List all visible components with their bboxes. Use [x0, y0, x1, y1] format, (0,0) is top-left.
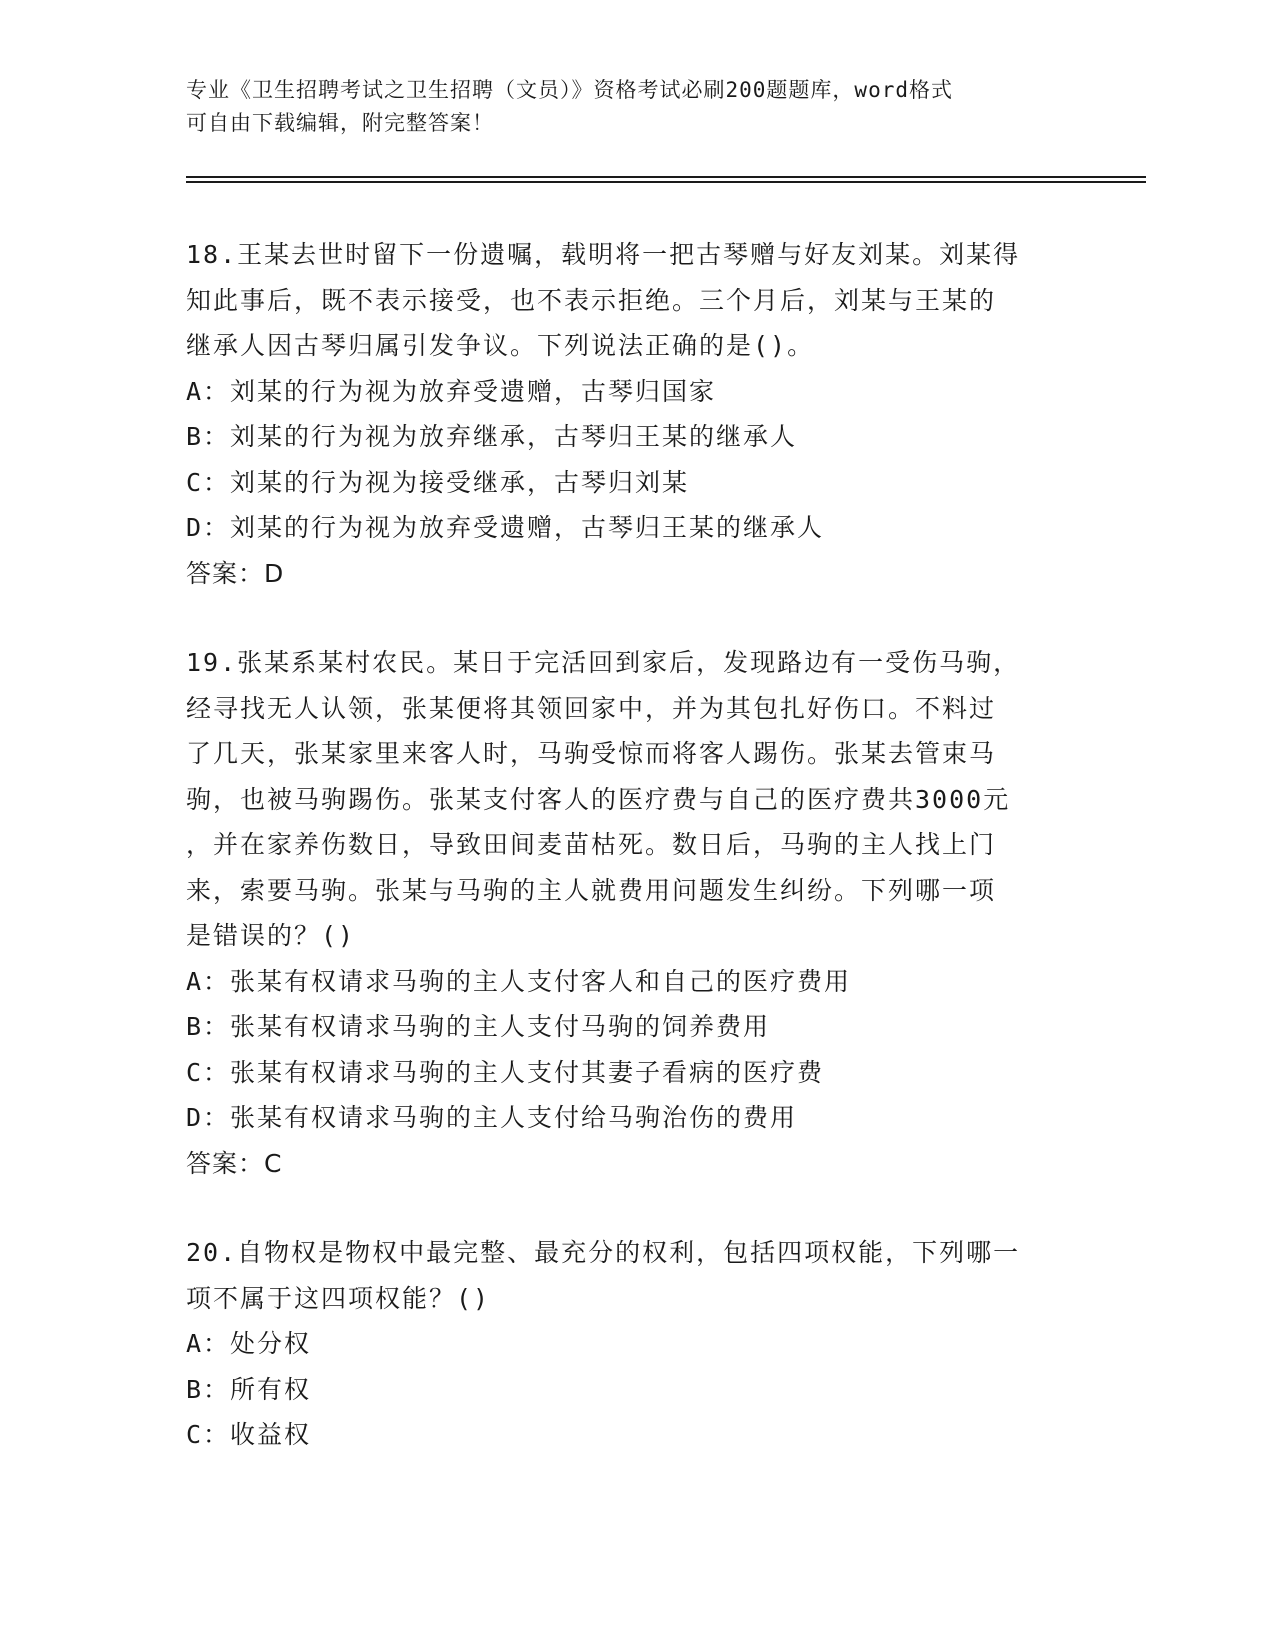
question-text: 经寻找无人认领，张某便将其领回家中，并为其包扎好伤口。不料过: [186, 693, 997, 723]
option-b: B：所有权: [186, 1374, 312, 1404]
question-18: [186, 232, 1066, 596]
header-rule: [186, 181, 1146, 183]
option-a: A：刘某的行为视为放弃受遗赠，古琴归国家: [186, 376, 717, 406]
question-text: 来，索要马驹。张某与马驹的主人就费用问题发生纠纷。下列哪一项: [186, 875, 997, 905]
question-text: 项不属于这四项权能？(): [186, 1283, 491, 1313]
option-c: C：张某有权请求马驹的主人支付其妻子看病的医疗费: [186, 1057, 825, 1087]
header-line: 专业《卫生招聘考试之卫生招聘（文员）》资格考试必刷200题题库，word格式: [186, 78, 953, 102]
question-text: 20.自物权是物权中最完整、最充分的权利，包括四项权能，下列哪一: [186, 1238, 1021, 1267]
option-d: D：张某有权请求马驹的主人支付给马驹治伤的费用: [186, 1103, 798, 1132]
question-text: 19.张某系某村农民。某日于完活回到家后，发现路边有一受伤马驹，: [186, 648, 1021, 677]
header-line: 可自由下载编辑，附完整答案！: [186, 111, 494, 135]
option-d: D：刘某的行为视为放弃受遗赠，古琴归王某的继承人: [186, 513, 825, 542]
header-rule: [186, 176, 1146, 178]
question-text: 驹，也被马驹踢伤。张某支付客人的医疗费与自己的医疗费共3000元: [186, 784, 1011, 814]
answer: 答案：C: [186, 1148, 283, 1178]
document-header: [186, 74, 1066, 140]
option-a: A：张某有权请求马驹的主人支付客人和自己的医疗费用: [186, 966, 852, 996]
question-text: 18.王某去世时留下一份遗嘱，载明将一把古琴赠与好友刘某。刘某得: [186, 240, 1021, 269]
question-text: 是错误的？(): [186, 921, 356, 950]
question-text: 知此事后，既不表示接受，也不表示拒绝。三个月后，刘某与王某的: [186, 285, 997, 315]
option-b: B：张某有权请求马驹的主人支付马驹的饲养费用: [186, 1012, 771, 1041]
question-20: [186, 1230, 1066, 1458]
answer: 答案：D: [186, 558, 285, 588]
question-19: [186, 640, 1066, 1186]
option-c: C：收益权: [186, 1420, 312, 1449]
question-text: ，并在家养伤数日，导致田间麦苗枯死。数日后，马驹的主人找上门: [186, 830, 997, 859]
question-text: 了几天，张某家里来客人时，马驹受惊而将客人踢伤。张某去管束马: [186, 739, 997, 768]
question-text: 继承人因古琴归属引发争议。下列说法正确的是()。: [186, 331, 815, 360]
option-c: C：刘某的行为视为接受继承，古琴归刘某: [186, 467, 690, 497]
option-b: B：刘某的行为视为放弃继承，古琴归王某的继承人: [186, 422, 798, 451]
option-a: A：处分权: [186, 1329, 312, 1358]
